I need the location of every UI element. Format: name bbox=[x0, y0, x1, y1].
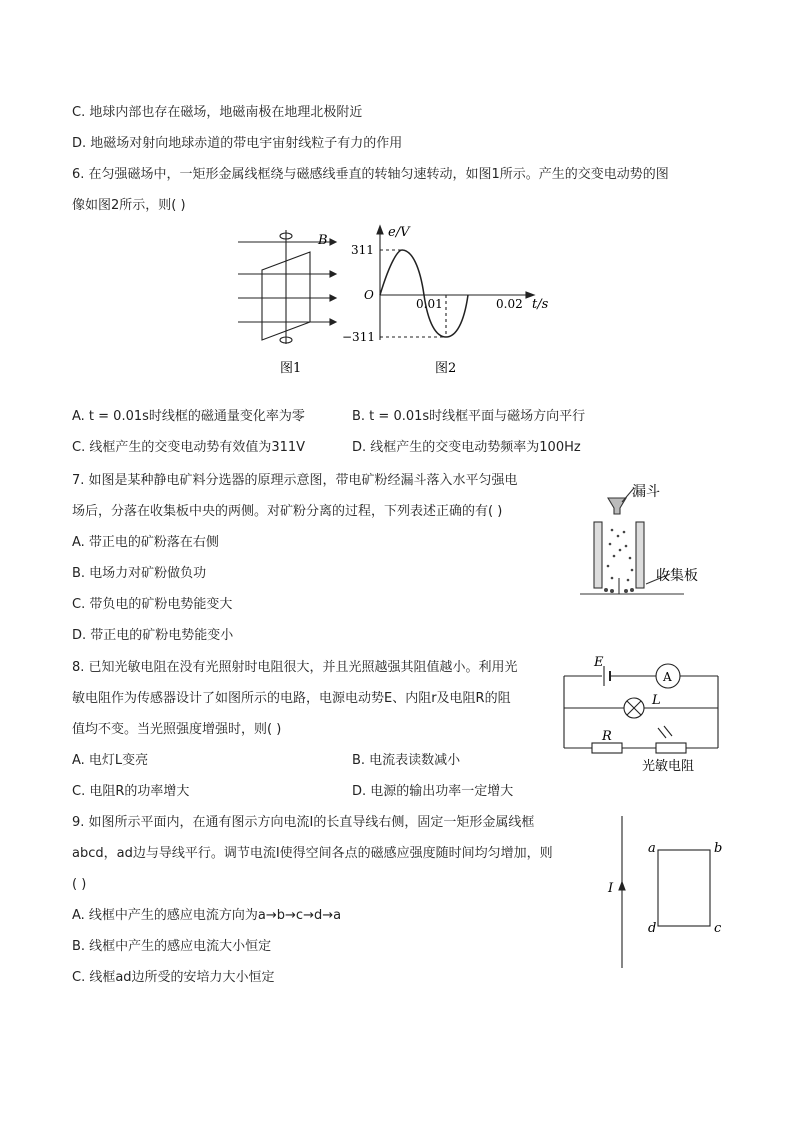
q5-option-c: C. 地球内部也存在磁场，地磁南极在地理北极附近 bbox=[72, 105, 363, 120]
q5-option-d: D. 地磁场对射向地球赤道的带电宇宙射线粒子有力的作用 bbox=[72, 136, 403, 151]
q9-label-d: d bbox=[648, 921, 657, 936]
q6-stem-line2: 像如图2所示，则( ) bbox=[72, 198, 186, 213]
q9-label-b: b bbox=[714, 841, 723, 856]
q6-tick-neg311: −311 bbox=[342, 330, 375, 344]
q6-stem-line1: 6. 在匀强磁场中，一矩形金属线框绕与磁感线垂直的转轴匀速转动，如图1所示。产生的交变电动势的图 bbox=[72, 167, 669, 182]
q7-plate-label: 收集板 bbox=[656, 568, 698, 584]
q7-left-plate bbox=[594, 522, 602, 588]
q9-label-c: c bbox=[714, 921, 722, 936]
q8-stem-line3: 值均不变。当光照强度增强时，则( ) bbox=[72, 722, 282, 737]
q9-option-a: A. 线框中产生的感应电流方向为a→b→c→d→a bbox=[72, 908, 342, 923]
q9-rect-frame bbox=[658, 850, 710, 926]
q6-tick-311: 311 bbox=[351, 243, 374, 257]
q8-option-b: B. 电流表读数减小 bbox=[352, 753, 461, 768]
q6-fig1-caption: 图1 bbox=[280, 361, 302, 376]
q6-tick-002: 0.02 bbox=[496, 297, 523, 311]
q9-stem-line3: ( ) bbox=[72, 877, 87, 892]
q7-option-d: D. 带正电的矿粉电势能变小 bbox=[72, 628, 234, 643]
q6-emf-curve bbox=[380, 250, 468, 337]
q6-tick-001: 0.01 bbox=[416, 297, 443, 311]
q8-stem-line2: 敏电阻作为传感器设计了如图所示的电路，电源电动势E、内阻r及电阻R的阻 bbox=[72, 691, 511, 706]
q8-option-c: C. 电阻R的功率增大 bbox=[72, 784, 190, 799]
q7-funnel-label: 漏斗 bbox=[632, 484, 660, 500]
q7-right-plate bbox=[636, 522, 644, 588]
q8-photoresistor bbox=[656, 743, 686, 753]
q8-label-photoresistor: 光敏电阻 bbox=[642, 759, 695, 774]
q8-label-e: E bbox=[594, 655, 604, 670]
q6-fig2-axes bbox=[377, 226, 534, 340]
q9-label-i: I bbox=[608, 881, 614, 896]
q6-option-d: D. 线框产生的交变电动势频率为100Hz bbox=[352, 440, 581, 455]
q6-option-b: B. t = 0.01s时线框平面与磁场方向平行 bbox=[352, 409, 586, 424]
q8-label-r: R bbox=[602, 729, 612, 744]
q8-resistor bbox=[592, 743, 622, 753]
q6-x-axis-label: t/s bbox=[532, 297, 549, 312]
q7-option-b: B. 电场力对矿粉做负功 bbox=[72, 566, 207, 581]
q9-option-c: C. 线框ad边所受的安培力大小恒定 bbox=[72, 970, 275, 985]
q7-separator-figure bbox=[574, 474, 724, 604]
q6-field-lines bbox=[238, 239, 336, 325]
q7-option-c: C. 带负电的矿粉电势能变大 bbox=[72, 597, 233, 612]
q9-label-a: a bbox=[648, 841, 656, 856]
q9-option-b: B. 线框中产生的感应电流大小恒定 bbox=[72, 939, 272, 954]
q6-option-a: A. t = 0.01s时线框的磁通量变化率为零 bbox=[72, 409, 305, 424]
q6-fig2-caption: 图2 bbox=[435, 361, 457, 376]
q8-option-d: D. 电源的输出功率一定增大 bbox=[352, 784, 514, 799]
q6-origin: O bbox=[364, 288, 374, 302]
q8-stem-line1: 8. 已知光敏电阻在没有光照射时电阻很大，并且光照越强其阻值越小。利用光 bbox=[72, 660, 518, 675]
q9-stem-line1: 9. 如图所示平面内，在通有图示方向电流I的长直导线右侧，固定一矩形金属线框 bbox=[72, 815, 535, 830]
q6-figures bbox=[230, 222, 560, 382]
q6-y-axis-label: e/V bbox=[388, 225, 410, 240]
q8-option-a: A. 电灯L变亮 bbox=[72, 753, 149, 768]
q6-option-c: C. 线框产生的交变电动势有效值为311V bbox=[72, 440, 306, 455]
q8-label-l: L bbox=[652, 693, 661, 708]
q6-b-label: B bbox=[318, 233, 328, 248]
q7-stem-line1: 7. 如图是某种静电矿料分选器的原理示意图，带电矿粉经漏斗落入水平匀强电 bbox=[72, 473, 518, 488]
q8-label-a: A bbox=[663, 670, 672, 684]
q9-wire-frame-figure bbox=[604, 812, 734, 974]
q7-option-a: A. 带正电的矿粉落在右侧 bbox=[72, 535, 219, 550]
q7-stem-line2: 场后，分落在收集板中央的两侧。对矿粉分离的过程，下列表述正确的有( ) bbox=[72, 504, 503, 519]
q8-circuit-figure bbox=[558, 652, 728, 780]
q9-stem-line2: abcd，ad边与导线平行。调节电流I使得空间各点的磁感应强度随时间均匀增加，则 bbox=[72, 846, 553, 861]
